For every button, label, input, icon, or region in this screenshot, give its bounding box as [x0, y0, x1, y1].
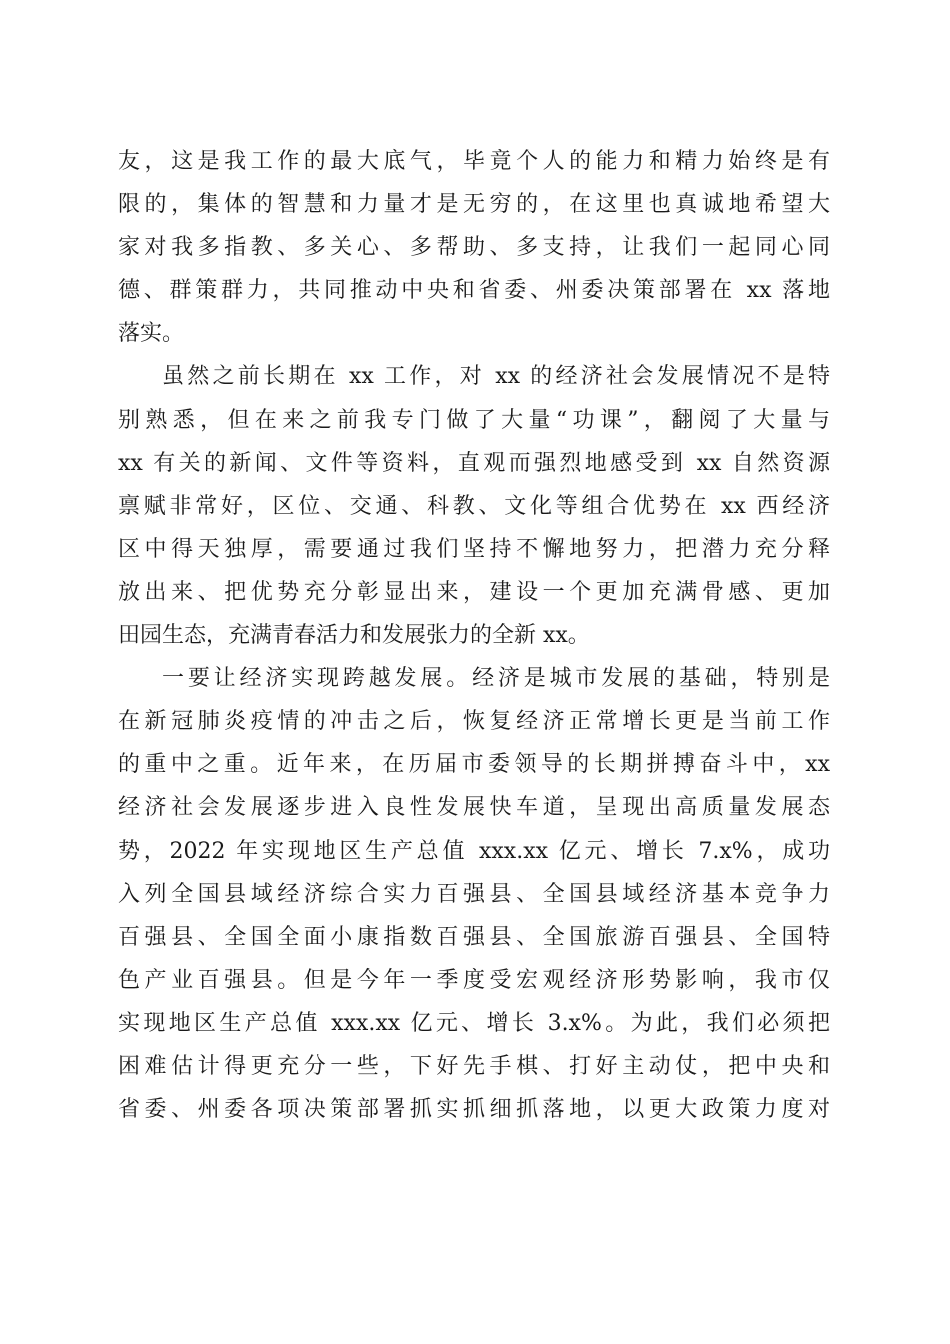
text-line: 困难估计得更充分一些，下好先手棋、打好主动仗，把中央和 [118, 1053, 830, 1079]
text-line: 家对我多指教、多关心、多帮助、多支持，让我们一起同心同 [118, 235, 830, 261]
document-body [118, 140, 830, 1131]
text-line: xx 有关的新闻、文件等资料，直观而强烈地感受到 xx 自然资源 [118, 450, 830, 476]
text-line: 区中得天独厚，需要通过我们坚持不懈地努力，把潜力充分释 [118, 536, 830, 562]
text-line: 友，这是我工作的最大底气，毕竟个人的能力和精力始终是有 [118, 149, 830, 174]
text-line: 省委、州委各项决策部署抓实抓细抓落地，以更大政策力度对 [118, 1097, 830, 1123]
text-line: 在新冠肺炎疫情的冲击之后，恢复经济正常增长更是当前工作 [118, 709, 830, 735]
text-line: 放出来、把优势充分彰显出来，建设一个更加充满骨感、更加 [118, 579, 830, 605]
text-line: 德、群策群力，共同推动中央和省委、州委决策部署在 xx 落地 [118, 278, 830, 304]
text-line: 百强县、全国全面小康指数百强县、全国旅游百强县、全国特 [118, 924, 830, 950]
text-line: 别熟悉，但在来之前我专门做了大量“功课”，翻阅了大量与 [118, 407, 830, 433]
text-line: 限的，集体的智慧和力量才是无穷的，在这里也真诚地希望大 [118, 192, 830, 218]
text-line: 的重中之重。近年来，在历届市委领导的长期拼搏奋斗中，xx [118, 752, 830, 778]
paragraph-first-line: 虽然之前长期在 xx 工作，对 xx 的经济社会发展情况不是特 [162, 364, 830, 390]
text-line: 入列全国县域经济综合实力百强县、全国县域经济基本竞争力 [118, 881, 830, 907]
text-line: 田园生态，充满青春活力和发展张力的全新 xx。 [118, 623, 590, 649]
text-line: 禀赋非常好，区位、交通、科教、文化等组合优势在 xx 西经济 [118, 493, 830, 519]
paragraph-first-line: 一要让经济实现跨越发展。经济是城市发展的基础，特别是 [162, 666, 830, 692]
text-line: 落实。 [118, 321, 185, 347]
text-line: 色产业百强县。但是今年一季度受宏观经济形势影响，我市仅 [118, 967, 830, 993]
text-line: 势，2022 年实现地区生产总值 xxx.xx 亿元、增长 7.x%，成功 [118, 838, 830, 864]
text-line: 经济社会发展逐步进入良性发展快车道，呈现出高质量发展态 [118, 795, 830, 821]
text-line: 实现地区生产总值 xxx.xx 亿元、增长 3.x%。为此，我们必须把 [118, 1010, 830, 1036]
